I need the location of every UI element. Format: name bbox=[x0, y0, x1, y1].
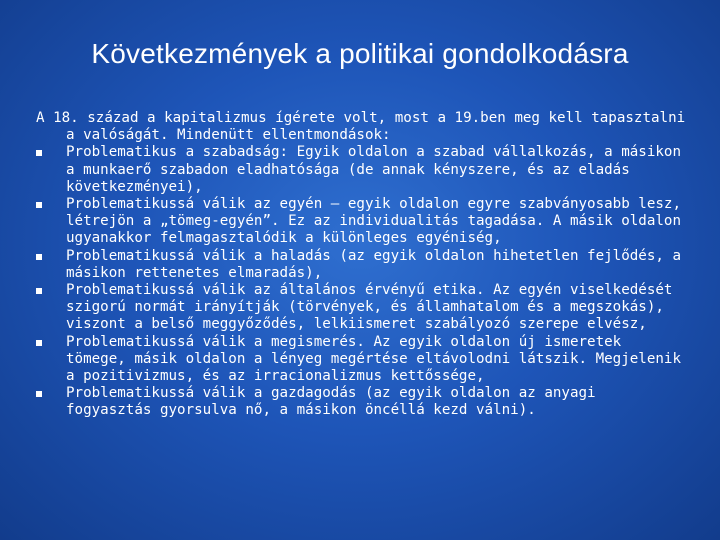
bullet-text: Problematikussá válik a megismerés. Az egyik oldalon új ismeretek tömege, másik oldalon a lényeg megértése eltávolodni látszik. Megjelenik a pozitivizmus, és az irracionalizmus kettőssége, bbox=[66, 333, 681, 385]
slide-title: Következmények a politikai gondolkodásra bbox=[91, 38, 629, 69]
bullet-text: Problematikussá válik az általános érvényű etika. Az egyén viselkedését szigorú normát irányítják (törvények, és államhatalom és a megszokás), viszont a belső meggyőződés, lelkiismeret szabályozó szerepe elvész, bbox=[66, 282, 673, 333]
bullet-list bbox=[36, 144, 686, 419]
bullet-item bbox=[36, 282, 686, 334]
bullet-text: Problematikus a szabadság: Egyik oldalon a szabad vállalkozás, a másikon a munkaerő szabadon eladhatósága (de annak kényszere, és az eladás következményei), bbox=[66, 144, 681, 195]
bullet-text: Problematikussá válik az egyén – egyik oldalon egyre szabványosabb lesz, létrejön a „tömeg-egyén”. Ez az individualitás tagadása. A másik oldalon ugyanakkor felmagasztalódik a különleges egyéniség, bbox=[66, 196, 681, 247]
bullet-item bbox=[36, 385, 686, 419]
slide-body bbox=[36, 110, 686, 420]
bullet-text: Problematikussá válik a haladás (az egyik oldalon hihetetlen fejlődés, a másikon rettenetes elmaradás), bbox=[66, 247, 681, 281]
bullet-item bbox=[36, 248, 686, 282]
intro-paragraph: A 18. század a kapitalizmus ígérete volt, most a 19.ben meg kell tapasztalni a valóságát. Mindenütt ellentmondások: bbox=[36, 110, 686, 144]
square-bullet-icon bbox=[36, 288, 42, 294]
bullet-item bbox=[36, 144, 686, 196]
square-bullet-icon bbox=[36, 254, 42, 260]
bullet-item bbox=[36, 334, 686, 386]
bullet-item bbox=[36, 196, 686, 248]
square-bullet-icon bbox=[36, 340, 42, 346]
bullet-text: Problematikussá válik a gazdagodás (az egyik oldalon az anyagi fogyasztás gyorsulva nő, a másikon öncéllá kezd válni). bbox=[66, 385, 596, 419]
square-bullet-icon bbox=[36, 150, 42, 156]
square-bullet-icon bbox=[36, 391, 42, 397]
square-bullet-icon bbox=[36, 202, 42, 208]
